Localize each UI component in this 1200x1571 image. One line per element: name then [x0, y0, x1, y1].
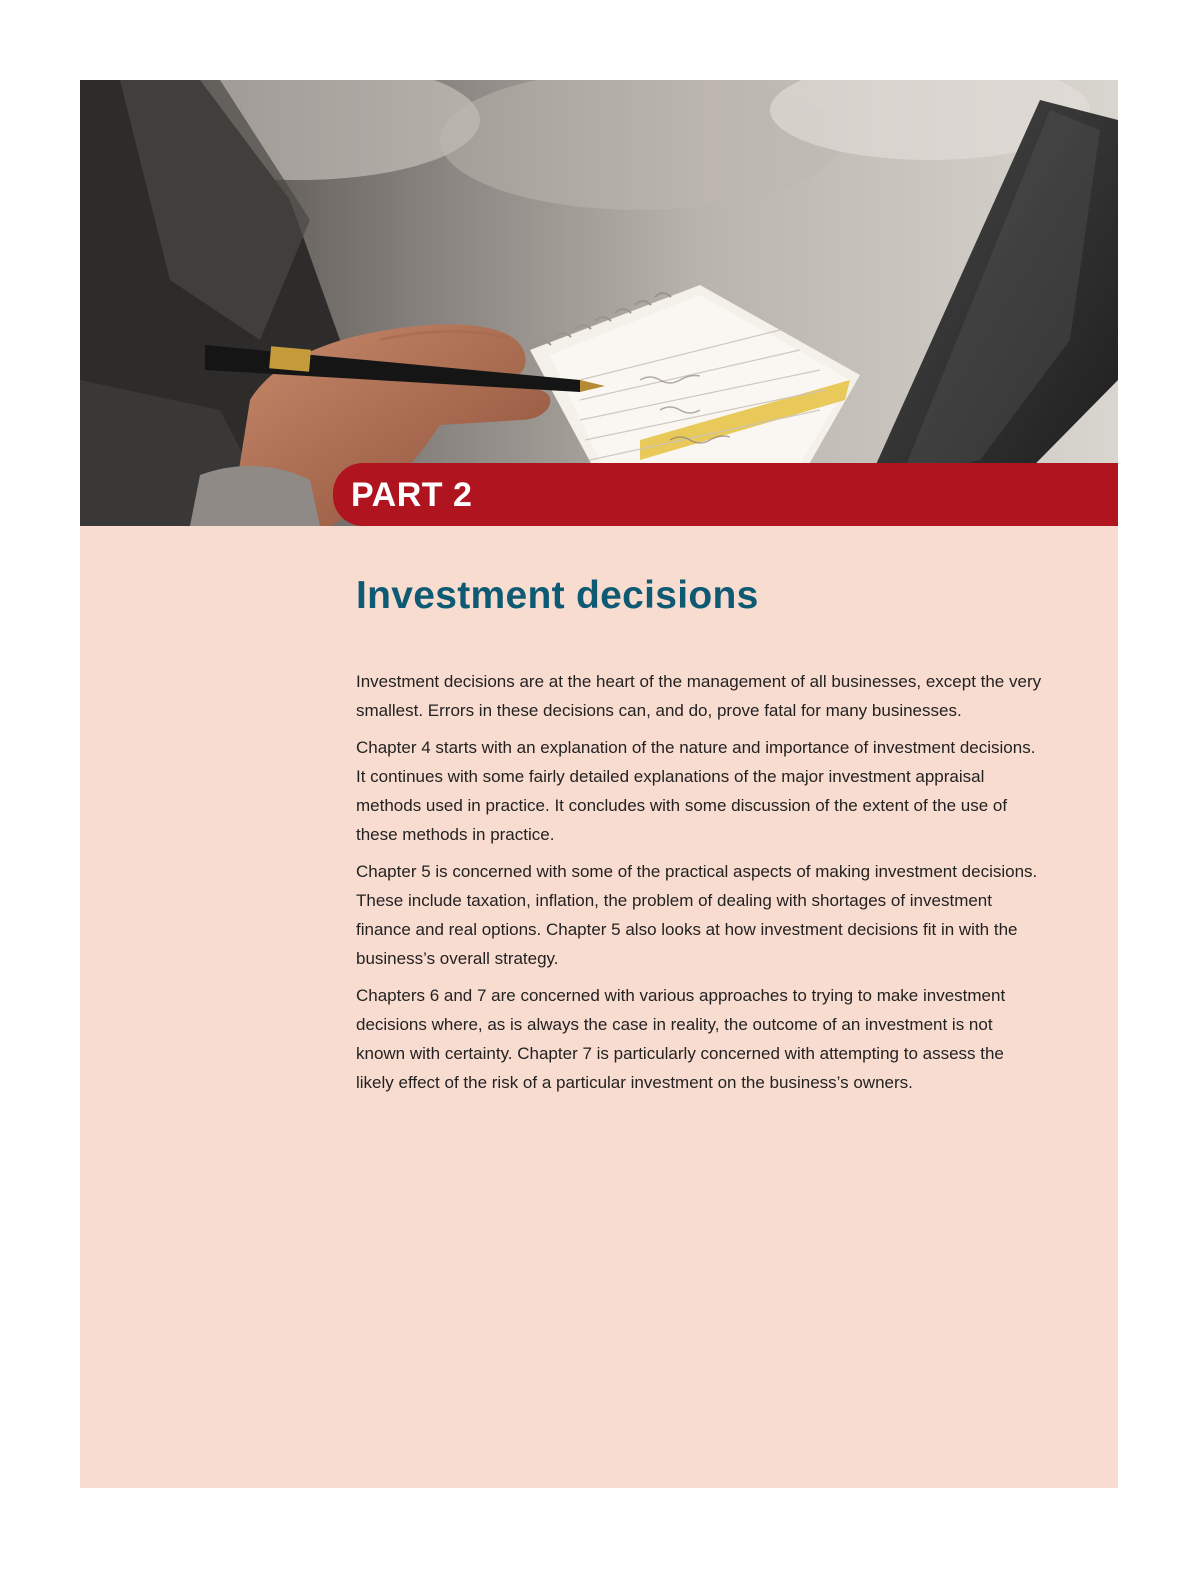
body-text [356, 667, 1046, 1105]
photo-illustration [80, 80, 1118, 526]
page-panel [80, 80, 1118, 1488]
part-label: PART 2 [351, 476, 473, 514]
paragraph-chapters-6-7: Chapters 6 and 7 are concerned with various approaches to trying to make investment decisions where, as is always the case in reality, the outcome of an investment is not known with certainty. Chapter 7 is particularly concerned with attempting to assess the likely effect of the risk of a particular investment on the business’s owners. [356, 986, 1006, 1092]
paragraph-intro: Investment decisions are at the heart of the management of all businesses, except the very smallest. Errors in these decisions can, and do, prove fatal for many businesses. [356, 672, 1042, 720]
page-title: Investment decisions [356, 574, 759, 617]
paragraph-chapter-5: Chapter 5 is concerned with some of the practical aspects of making investment decisions. These include taxation, inflation, the problem of dealing with shortages of investment finance and real options. Chapter 5 also looks at how investment decisions fit in with the business’s overall strategy. [356, 862, 1038, 968]
part-banner [333, 463, 1118, 526]
header-photo [80, 80, 1118, 526]
paragraph-chapter-4: Chapter 4 starts with an explanation of the nature and importance of investment decisions. It continues with some fairly detailed explanations of the major investment appraisal methods used in practice. It concludes with some discussion of the extent of the use of these methods in practice. [356, 738, 1036, 844]
